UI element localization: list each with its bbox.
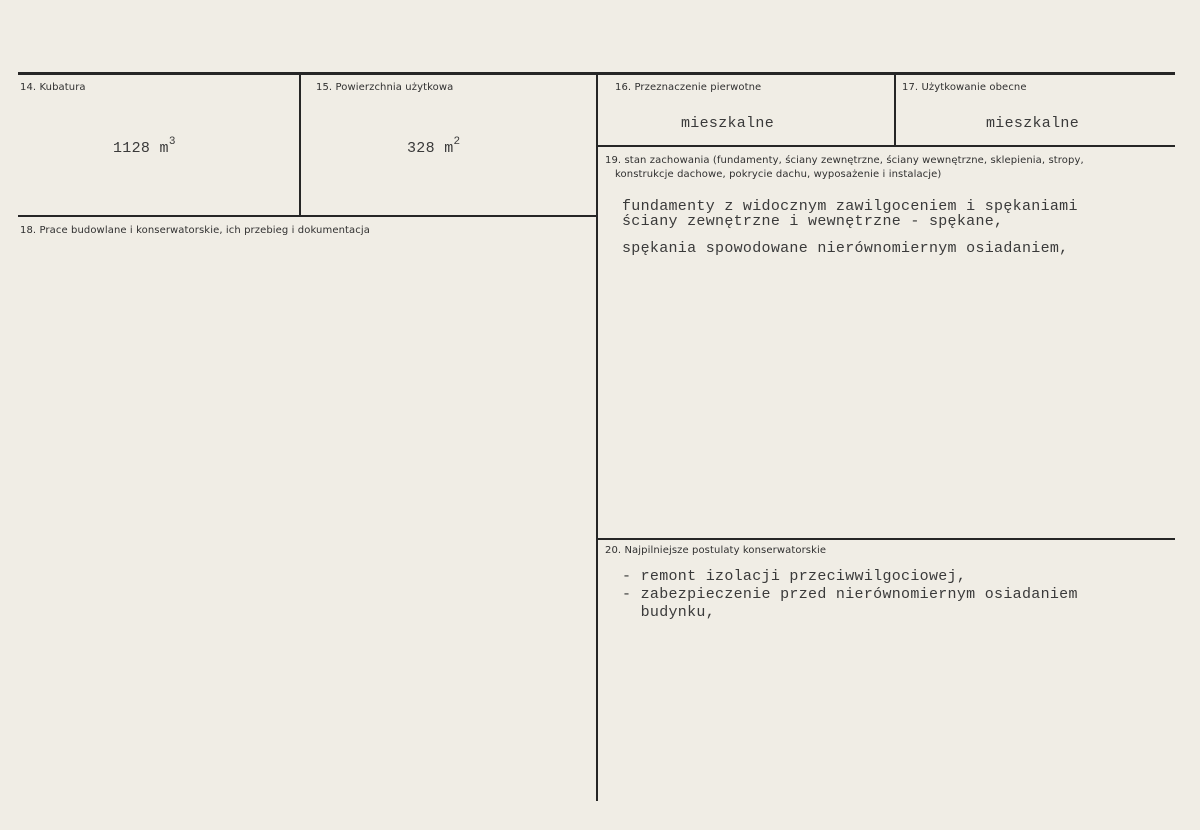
powierzchnia-number: 328 m (407, 140, 454, 157)
powierzchnia-value (407, 138, 460, 157)
przeznaczenie-label: 16. Przeznaczenie pierwotne (615, 82, 762, 93)
divider-16-17 (894, 75, 896, 145)
postulaty-line: budynku, (622, 604, 716, 621)
postulaty-line: - zabezpieczenie przed nierównomiernym osiadaniem (622, 586, 1078, 603)
stan-label-line2: konstrukcje dachowe, pokrycie dachu, wyposażenie i instalacje) (615, 169, 942, 180)
postulaty-line: - remont izolacji przeciwwilgociowej, (622, 568, 967, 585)
uzytkowanie-value: mieszkalne (986, 115, 1080, 132)
kubatura-value (113, 138, 176, 157)
stan-line: fundamenty z widocznym zawilgoceniem i spękaniami (622, 198, 1078, 215)
stan-line: spękania spowodowane nierównomiernym osiadaniem, (622, 240, 1069, 257)
kubatura-label: 14. Kubatura (20, 82, 86, 93)
uzytkowanie-label: 17. Użytkowanie obecne (902, 82, 1027, 93)
przeznaczenie-value: mieszkalne (681, 115, 775, 132)
prace-label: 18. Prace budowlane i konserwatorskie, ich przebieg i dokumentacja (20, 225, 370, 236)
stan-line: ściany zewnętrzne i wewnętrzne - spękane, (622, 213, 1004, 230)
stan-label-line1: 19. stan zachowania (fundamenty, ściany zewnętrzne, ściany wewnętrzne, sklepienia, stropy, (605, 155, 1084, 166)
rule-under-14-15 (18, 215, 598, 217)
rule-above-20 (598, 538, 1175, 540)
powierzchnia-exponent: 2 (453, 136, 461, 148)
postulaty-label: 20. Najpilniejsze postulaty konserwatorskie (605, 545, 827, 556)
powierzchnia-label: 15. Powierzchnia użytkowa (316, 82, 454, 93)
center-divider (596, 75, 598, 801)
kubatura-number: 1128 m (113, 140, 169, 157)
rule-under-16-17 (598, 145, 1175, 147)
divider-14-15 (299, 75, 301, 216)
kubatura-exponent: 3 (168, 136, 176, 148)
